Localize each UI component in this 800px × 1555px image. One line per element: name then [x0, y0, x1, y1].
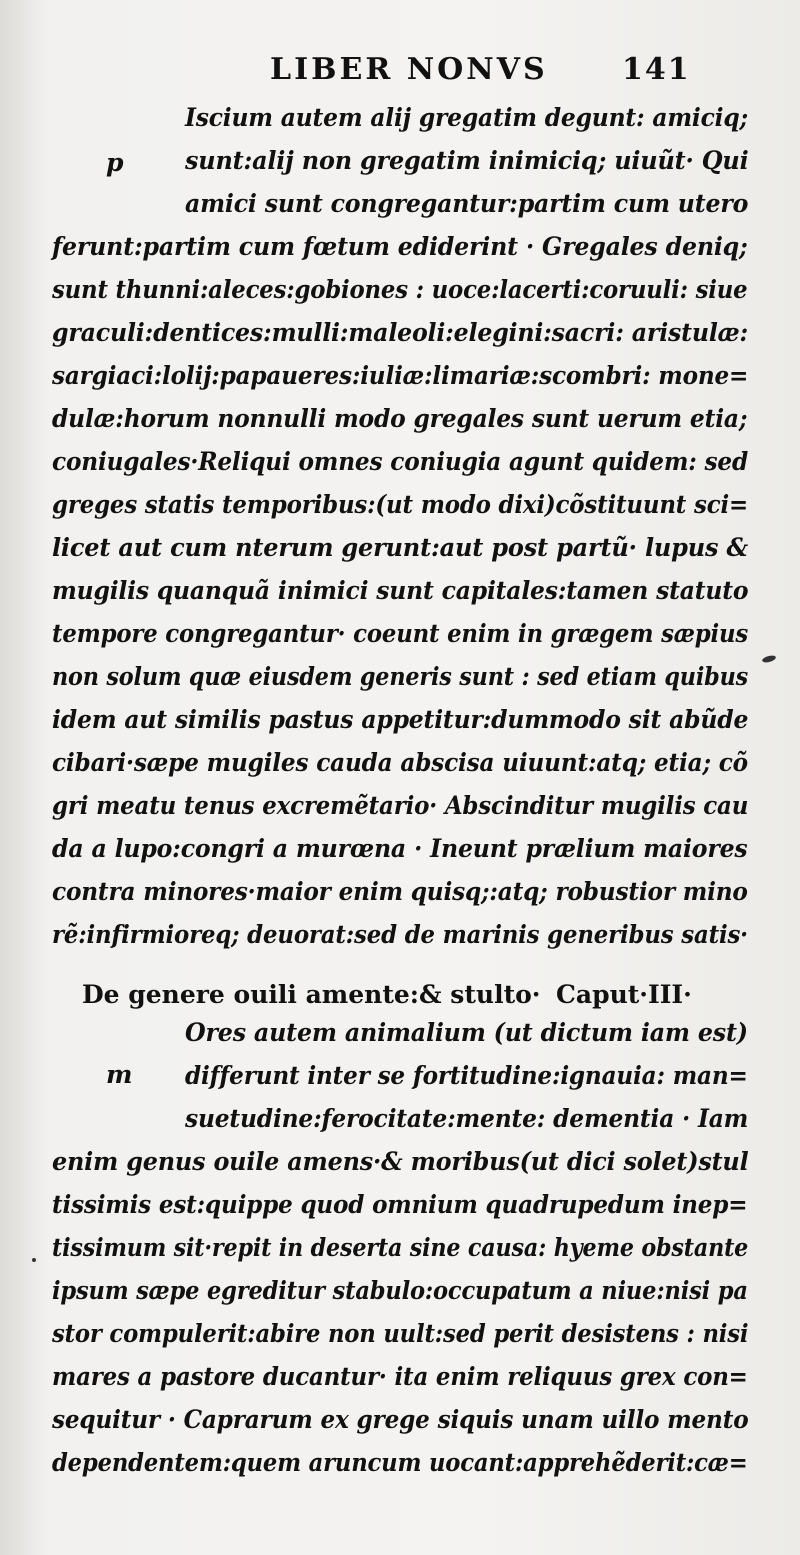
- text-line: sargiaci:lolij:papaueres:iuliæ:limariæ:scombri: mone=: [52, 361, 749, 390]
- text-line: dependentem:quem aruncum uocant:apprehẽderit:cæ=: [52, 1448, 748, 1477]
- text-line: mares a pastore ducantur· ita enim reliquus grex con=: [52, 1362, 748, 1391]
- ink-mark: [32, 1258, 36, 1262]
- text-line: amici sunt congregantur:partim cum utero: [185, 189, 749, 218]
- text-line: coniugales·Reliqui omnes coniugia agunt quidem: sed: [52, 447, 749, 476]
- running-title: LIBER NONVS: [270, 52, 548, 87]
- text-line: sunt:alij non gregatim inimiciq; uiuũt· Qui: [185, 146, 749, 175]
- text-line: licet aut cum nterum gerunt:aut post partũ· lupus &: [52, 533, 748, 562]
- text-line: differunt inter se fortitudine:ignauia: man=: [185, 1061, 748, 1090]
- text-line: contra minores·maior enim quisq;:atq; robustior mino: [52, 877, 748, 906]
- text-line: tempore congregantur· coeunt enim in grægem sæpius: [52, 619, 749, 648]
- text-line: mugilis quanquã inimici sunt capitales:tamen statuto: [52, 576, 749, 605]
- text-line: greges statis temporibus:(ut modo dixi)cõstituunt sci=: [52, 490, 748, 519]
- text-line: graculi:dentices:mulli:maleoli:elegini:sacri: aristulæ:: [52, 318, 749, 347]
- text-line: idem aut similis pastus appetitur:dummodo sit abũde: [52, 705, 749, 734]
- text-line: gri meatu tenus excremẽtario· Abscinditur mugilis cau: [52, 791, 749, 820]
- ink-mark: [761, 654, 776, 663]
- guide-letter-p: p: [106, 148, 124, 177]
- guide-letter-m: m: [106, 1060, 133, 1089]
- chapter-label: Caput·III·: [556, 980, 692, 1009]
- text-line: enim genus ouile amens·& moribus(ut dici solet)stul: [52, 1147, 749, 1176]
- text-line: rẽ:infirmioreq; deuorat:sed de marinis generibus satis·: [52, 920, 748, 949]
- text-line: suetudine:ferocitate:mente: dementia · Iam: [185, 1104, 749, 1133]
- page-number: 141: [622, 52, 691, 87]
- text-line: ferunt:partim cum fœtum ediderint · Gregales deniq;: [52, 232, 748, 261]
- text-line: cibari·sæpe mugiles cauda abscisa uiuunt:atq; etia; cõ: [52, 748, 748, 777]
- text-line: stor compulerit:abire non uult:sed perit desistens : nisi: [52, 1319, 749, 1348]
- text-line: tissimis est:quippe quod omnium quadrupedum inep=: [52, 1190, 748, 1219]
- text-line: dulæ:horum nonnulli modo gregales sunt uerum etia;: [52, 404, 748, 433]
- text-line: tissimum sit·repit in deserta sine causa: hyeme obstante: [52, 1233, 749, 1262]
- text-line: ipsum sæpe egreditur stabulo:occupatum a niue:nisi pa: [52, 1276, 748, 1305]
- text-line: Ores autem animalium (ut dictum iam est): [185, 1018, 748, 1047]
- text-line: non solum quæ eiusdem generis sunt : sed etiam quibus: [52, 662, 749, 691]
- text-line: sequitur · Caprarum ex grege siquis unam uillo mento: [52, 1405, 749, 1434]
- text-line: sunt thunni:aleces:gobiones : uoce:lacerti:coruuli: siue: [52, 275, 748, 304]
- chapter-title: De genere ouili amente:& stulto·: [82, 980, 541, 1009]
- text-line: Iscium autem alij gregatim degunt: amiciq;: [185, 103, 748, 132]
- text-line: da a lupo:congri a murœna · Ineunt prælium maiores: [52, 834, 748, 863]
